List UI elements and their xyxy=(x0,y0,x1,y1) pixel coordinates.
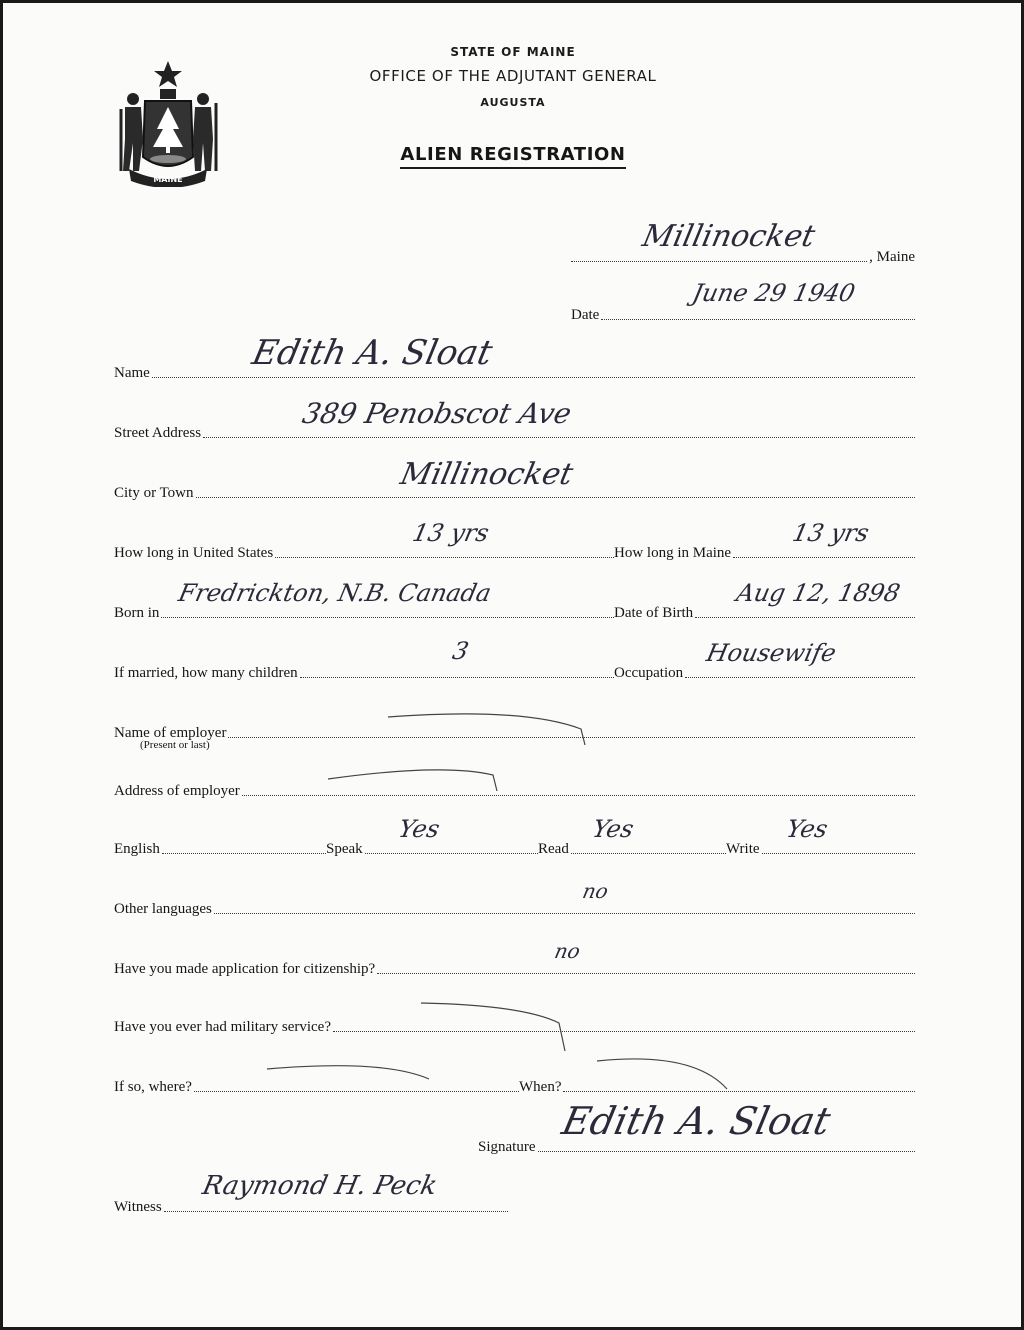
signature-line: Signature xyxy=(478,1133,915,1155)
citizenship-value: no xyxy=(552,939,583,963)
children-line: If married, how many children xyxy=(114,659,614,681)
when-line: When? xyxy=(519,1073,915,1095)
english-line: English xyxy=(114,835,326,857)
where-line: If so, where? xyxy=(114,1073,519,1095)
signature-value: Edith A. Sloat xyxy=(558,1099,835,1143)
write-value: Yes xyxy=(784,815,831,843)
long-us-value: 13 yrs xyxy=(410,519,492,547)
write-line: Write xyxy=(726,835,915,857)
born-line: Born in xyxy=(114,599,614,621)
street-line: Street Address xyxy=(114,419,915,441)
date-line: Date xyxy=(571,301,915,323)
city-value: Millinocket xyxy=(397,457,577,492)
other-languages-line: Other languages xyxy=(114,895,915,917)
svg-text:MAINE: MAINE xyxy=(153,175,183,184)
long-maine-line: How long in Maine xyxy=(614,539,915,561)
date-value: June 29 1940 xyxy=(690,279,858,307)
witness-line: Witness xyxy=(114,1193,508,1215)
office-heading: OFFICE OF THE ADJUTANT GENERAL xyxy=(369,67,657,85)
name-line: Name xyxy=(114,359,915,381)
place-value: Millinocket xyxy=(639,219,819,254)
read-line: Read xyxy=(538,835,726,857)
read-value: Yes xyxy=(590,815,637,843)
occupation-value: Housewife xyxy=(704,639,839,667)
citizenship-line: Have you made application for citizenship? xyxy=(114,955,915,977)
city-line: City or Town xyxy=(114,479,915,501)
street-value: 389 Penobscot Ave xyxy=(299,397,575,430)
form-title: ALIEN REGISTRATION xyxy=(303,144,723,165)
city-heading: AUGUSTA xyxy=(480,96,546,109)
long-us-line: How long in United States xyxy=(114,539,614,561)
occupation-line: Occupation xyxy=(614,659,915,681)
dob-line: Date of Birth xyxy=(614,599,915,621)
speak-line: Speak xyxy=(326,835,538,857)
born-value: Fredrickton, N.B. Canada xyxy=(176,579,494,607)
place-line: , Maine xyxy=(571,243,915,265)
employer-address-line: Address of employer xyxy=(114,777,915,799)
speak-value: Yes xyxy=(396,815,443,843)
employer-line: Name of employer (Present or last) xyxy=(114,719,915,741)
name-value: Edith A. Sloat xyxy=(248,333,496,373)
long-maine-value: 13 yrs xyxy=(790,519,872,547)
other-languages-value: no xyxy=(580,879,611,903)
state-heading: STATE OF MAINE xyxy=(450,45,576,59)
military-line: Have you ever had military service? xyxy=(114,1013,915,1035)
state-seal-icon xyxy=(115,59,221,187)
dob-value: Aug 12, 1898 xyxy=(734,579,903,607)
children-value: 3 xyxy=(450,637,472,665)
witness-value: Raymond H. Peck xyxy=(199,1171,440,1201)
